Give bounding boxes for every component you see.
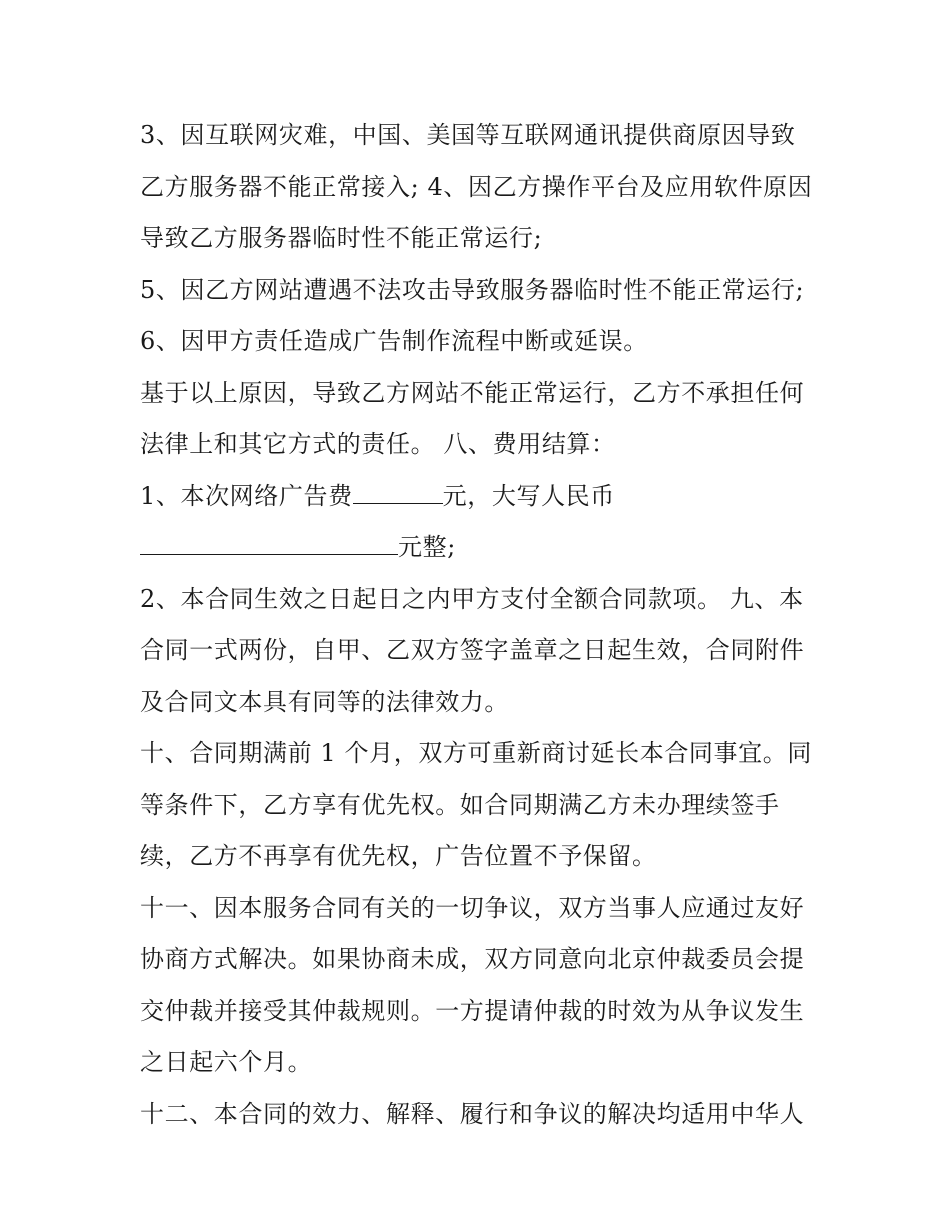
fee-amount-line [140,471,830,523]
text-line: 导致乙方服务器临时性不能正常运行; [140,224,543,252]
text-line: 等条件下，乙方享有优先权。如合同期满乙方未办理续签手 [140,790,780,819]
text-line: 之日起六个月。 [140,1048,313,1076]
uppercase-amount-blank [140,534,398,555]
text-line: 及合同文本具有同等的法律效力。 [140,687,509,716]
document-body [140,110,830,1140]
text-line: 十一、因本服务合同有关的一切争议，双方当事人应通过友好 [140,893,805,922]
text-line: 2、本合同生效之日起日之内甲方支付全额合同款项。 九、本 [140,584,804,613]
fee-label: 1、本次网络广告费 [140,481,353,510]
fee-uppercase-line [140,522,830,574]
text-line: 交仲裁并接受其仲裁规则。一方提请仲裁的时效为从争议发生 [140,996,805,1025]
text-line: 5、因乙方网站遭遇不法攻击导致服务器临时性不能正常运行; [140,275,805,304]
fee-amount-blank [353,483,443,504]
text-line: 协商方式解决。如果协商未成，双方同意向北京仲裁委员会提 [140,945,805,973]
text-line: 十、合同期满前 1 个月，双方可重新商讨延长本合同事宜。同 [140,739,812,767]
text-line: 十二、本合同的效力、解释、履行和争议的解决均适用中华人 [140,1099,805,1128]
text-line: 3、因互联网灾难，中国、美国等互联网通讯提供商原因导致 [140,121,796,149]
fee-unit-label: 元，大写人民币 [442,481,615,510]
uppercase-suffix: 元整; [398,533,456,561]
text-line: 续，乙方不再享有优先权，广告位置不予保留。 [140,842,657,870]
text-line: 基于以上原因，导致乙方网站不能正常运行，乙方不承担任何 [140,378,805,407]
text-line: 合同一式两份，自甲、乙双方签字盖章之日起生效，合同附件 [140,636,805,664]
text-line: 法律上和其它方式的责任。 八、费用结算： [140,430,616,458]
text-line: 6、因甲方责任造成广告制作流程中断或延误。 [140,327,648,355]
text-line: 乙方服务器不能正常接入; 4、因乙方操作平台及应用软件原因 [140,172,813,201]
